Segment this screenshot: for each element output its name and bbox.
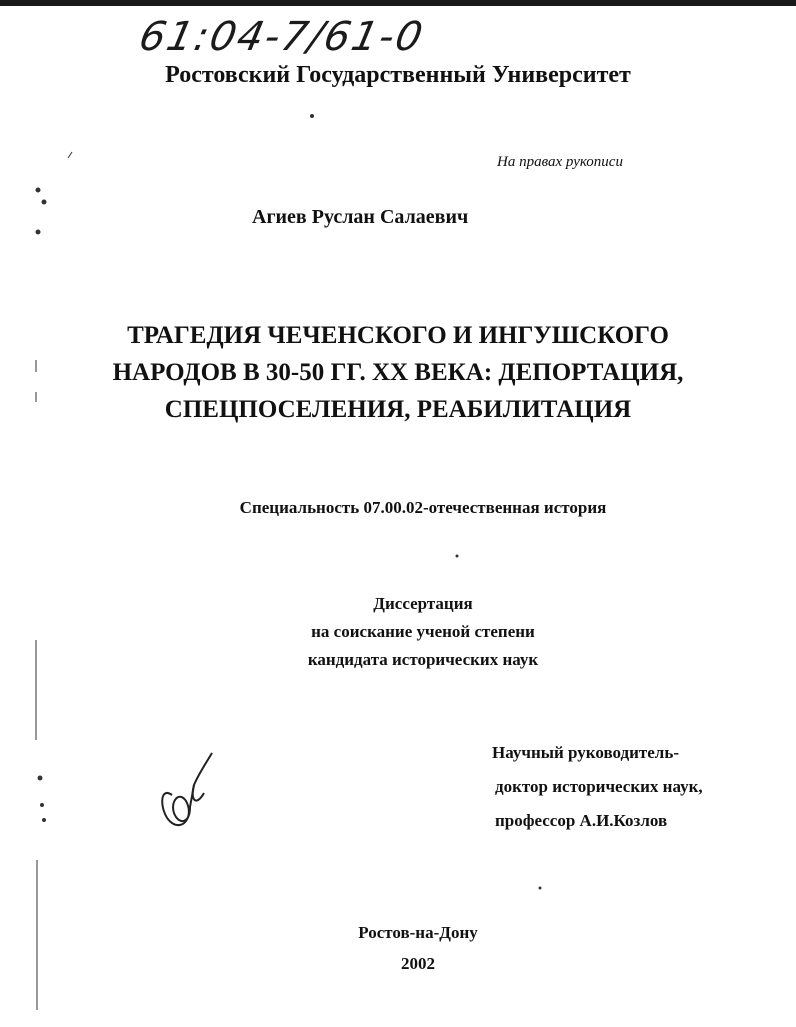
supervisor-line: доктор исторических наук, <box>495 777 703 796</box>
rights-note: На правах рукописи <box>497 154 623 170</box>
handwritten-archive-code: 61:04-7/61-0 <box>135 14 429 60</box>
scan-top-edge <box>0 0 796 6</box>
supervisor-line: Научный руководитель- <box>492 743 679 762</box>
university-name: Ростовский Государственный Университет <box>165 62 631 88</box>
supervisor-block <box>492 736 703 838</box>
title-line: НАРОДОВ В 30-50 ГГ. XX ВЕКА: ДЕПОРТАЦИЯ, <box>112 359 684 386</box>
handwritten-signature <box>150 745 230 835</box>
degree-line: на соискание ученой степени <box>311 622 535 641</box>
degree-line: кандидата исторических наук <box>307 650 539 669</box>
specialty: Специальность 07.00.02-отечественная история <box>239 498 607 517</box>
title-line: ТРАГЕДИЯ ЧЕЧЕНСКОГО И ИНГУШСКОГО <box>127 322 669 349</box>
supervisor-line: профессор А.И.Козлов <box>495 811 668 830</box>
title-line: СПЕЦПОСЕЛЕНИЯ, РЕАБИЛИТАЦИЯ <box>164 396 632 423</box>
degree-line: Диссертация <box>373 594 473 613</box>
dissertation-title <box>0 317 796 428</box>
author-name: Агиев Руслан Салаевич <box>252 206 469 228</box>
place-and-year <box>0 917 796 979</box>
degree-statement <box>0 590 796 674</box>
year: 2002 <box>401 954 435 973</box>
city: Ростов-на-Дону <box>358 923 478 942</box>
